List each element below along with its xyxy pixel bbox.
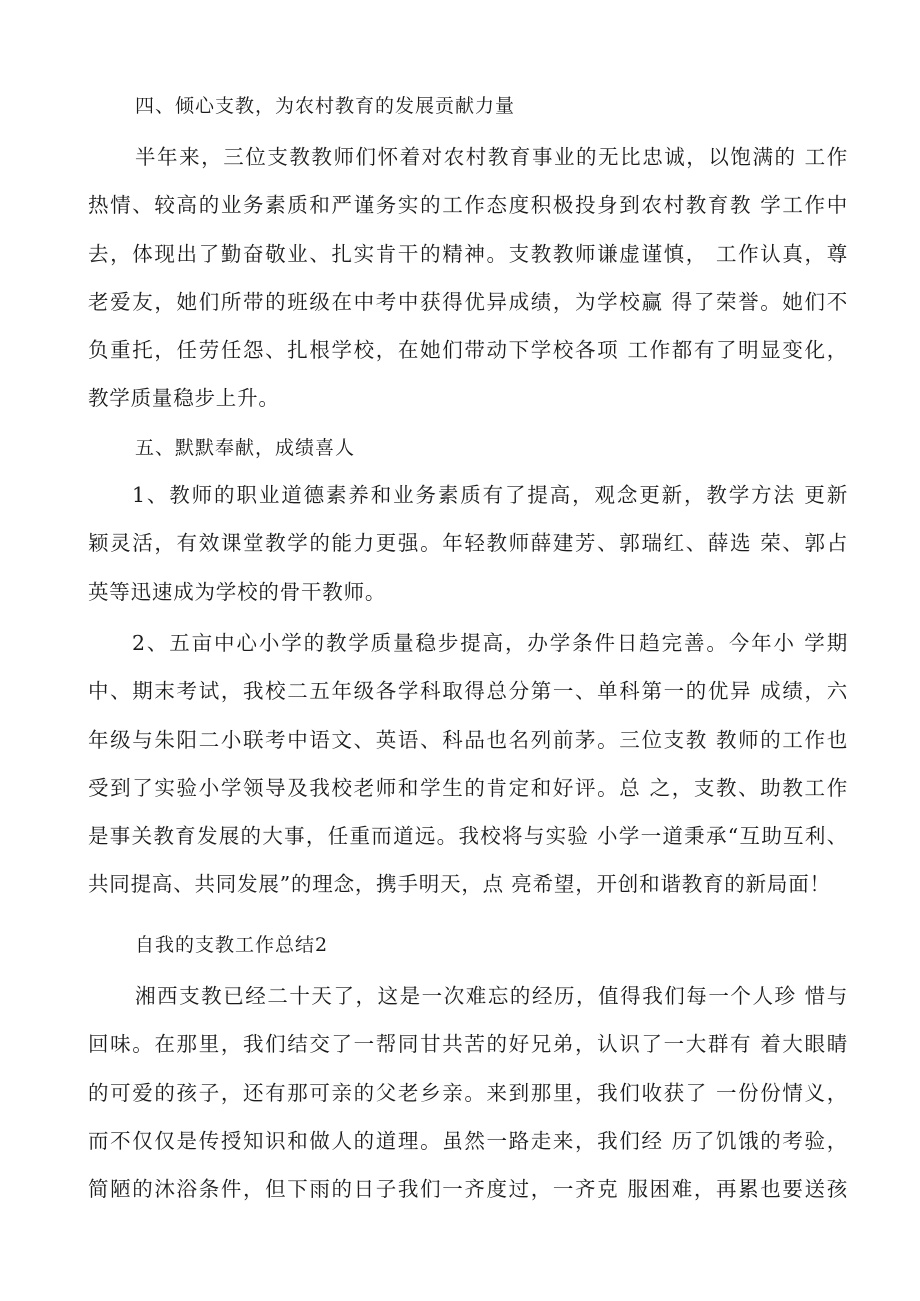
text-line: 回味。在那里，我们结交了一帮同甘共苦的好兄弟，认识了一大群有 着大眼睛 — [88, 1032, 848, 1057]
text-line: 1、教师的职业道德素养和业务素质有了提高，观念更新，教学方法 更新 — [132, 483, 848, 507]
text-line: 而不仅仅是传授知识和做人的道理。虽然一路走来，我们经 历了饥饿的考验， — [88, 1128, 848, 1153]
text-line: 简陋的沐浴条件，但下雨的日子我们一齐度过，一齐克 服困难，再累也要送孩 — [88, 1177, 848, 1202]
text-line: 年级与朱阳二小联考中语文、英语、科品也名列前茅。三位支教 教师的工作也 — [88, 727, 848, 752]
text-line: 湘西支教已经二十天了，这是一次难忘的经历，值得我们每一个人珍 惜与 — [135, 984, 848, 1008]
paragraph — [88, 972, 848, 1213]
text-line: 老爱友，她们所带的班级在中考中获得优异成绩，为学校赢 得了荣誉。她们不 — [88, 289, 848, 314]
text-line: 负重托，任劳任怨、扎根学校，在她们带动下学校各项 工作都有了明显变化， — [88, 338, 848, 363]
text-line: 半年来，三位支教教师们怀着对农村教育事业的无比忠诚，以饱满的 工作 — [135, 145, 848, 169]
text-line: 热情、较高的业务素质和严谨务实的工作态度积极投身到农村教育教 学工作中 — [88, 193, 848, 218]
section-heading: 四、倾心支教，为农村教育的发展贡献力量 — [135, 95, 516, 117]
paragraph — [88, 133, 848, 423]
text-line: 中、期末考试，我校二五年级各学科取得总分第一、单科第一的优异 成绩，六 — [88, 679, 848, 704]
text-line: 去，体现出了勤奋敬业、扎实肯干的精神。支教教师谦虚谨慎， 工作认真，尊 — [88, 241, 848, 266]
text-line: 英等迅速成为学校的骨干教师。 — [88, 579, 387, 604]
text-line: 颖灵活，有效课堂教学的能力更强。年轻教师薛建芳、郭瑞红、薛选 荣、郭占 — [88, 531, 848, 556]
text-line: 的可爱的孩子，还有那可亲的父老乡亲。来到那里，我们收获了 一份份情义， — [88, 1080, 848, 1105]
paragraph — [88, 619, 848, 909]
text-line: 共同提高、共同发展”的理念，携手明天，点 亮希望，开创和谐教育的新局面！ — [88, 872, 831, 897]
text-line: 是事关教育发展的大事，任重而道远。我校将与实验 小学一道秉承“互助互利、 — [88, 824, 848, 849]
paragraph — [88, 471, 848, 616]
text-line: 2、五亩中心小学的教学质量稳步提高，办学条件日趋完善。今年小 学期 — [132, 631, 848, 655]
text-line: 教学质量稳步上升。 — [88, 386, 280, 411]
section-heading: 自我的支教工作总结2 — [135, 934, 329, 956]
text-line: 受到了实验小学领导及我校老师和学生的肯定和好评。总 之，支教、助教工作 — [88, 775, 848, 800]
section-heading: 五、默默奉献，成绩喜人 — [135, 437, 356, 459]
